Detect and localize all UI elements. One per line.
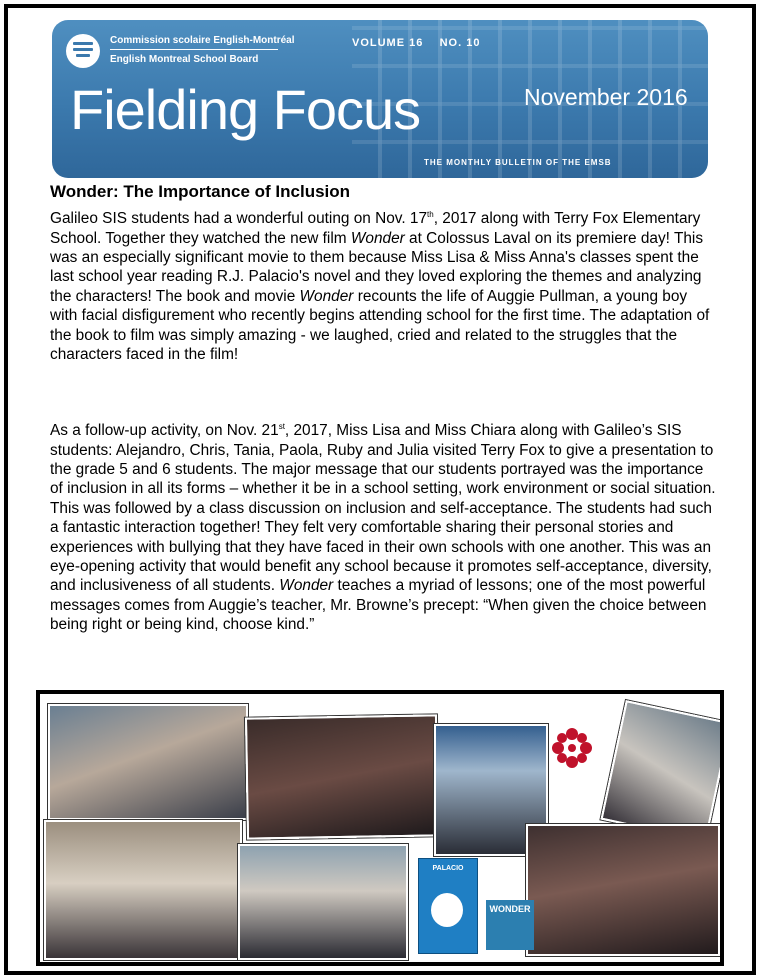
newsletter-banner [52,20,708,178]
volume-label: VOLUME 16 [352,37,424,49]
photo-group-adults [48,704,248,820]
photo-collage [36,690,724,966]
issue-info [352,37,480,49]
article-headline: Wonder: The Importance of Inclusion [50,182,351,201]
book-face-icon [431,893,463,927]
p1-em-wonder-2: Wonder [299,287,354,305]
article-paragraph-2 [50,417,718,635]
wonder-book-cover [418,858,478,954]
banner-tagline: THE MONTHLY BULLETIN OF THE EMSB [424,158,612,167]
p2-sup: st [278,422,285,431]
wonder-movie-poster [486,900,534,950]
book-cover-title: PALACIO [432,865,464,872]
newsletter-page [4,4,756,975]
org-name-english: English Montreal School Board [110,54,259,65]
issue-date: November 2016 [524,84,688,110]
p2-text-a: As a follow-up activity, on Nov. 21 [50,422,279,440]
red-flower-icon [552,728,592,768]
p1-sup: th [427,210,434,219]
photo-class-discussion [600,700,724,842]
p2-text-c: teaches a myriad of lessons; one of the most powerful messages comes from Auggie’s teacher, Mr. Browne’s precept: “When given the choice between being right or being kind, choose kind.” [50,577,707,634]
photo-group-students [44,820,242,960]
emsb-logo-icon [66,34,100,68]
poster-title: WONDER [489,904,531,914]
photo-classroom-group [238,844,408,960]
newsletter-title: Fielding Focus [70,78,421,141]
p1-text-b: , 2017 along with Terry Fox Elementary School. Together they watched the new film [50,210,701,247]
number-label: NO. 10 [439,37,481,49]
p1-text-c: at Colossus Laval on its premiere day! This was an especially significant movie to them because Miss Lisa & Miss Anna's classes spent the last school year reading R.J. Palacio's novel and they loved exploring the themes and analyzing the characters! The book and movie [50,229,704,305]
p1-text-d: recounts the life of Auggie Pullman, a young boy with facial disfigurement who recently begins attending school for the first time. The adaptation of the book to film was simply amazing - we laughed, cried and related to the struggles that the characters faced in the film! [50,287,710,363]
p2-text-b: , 2017, Miss Lisa and Miss Chiara along with Galileo’s SIS students: Alejandro, Chris, Tania, Paola, Ruby and Julia visited Terry Fox to give a presentation to the grade 5 and 6 students. The major message that our students portrayed was the importance of inclusion in all its forms – whether it be in a school setting, work environment or social situation. This was followed by a class discussion on inclusion and self-acceptance. The students had such a fantastic interaction together! They felt very comfortable sharing their personal stories and experiences with bullying that they have faced in their own schools with one another. This was an eye-opening activity that would benefit any school because it promotes self-acceptance, diversity, and inclusiveness of all students. [50,422,716,595]
org-divider [110,49,278,50]
p1-text-a: Galileo SIS students had a wonderful outing on Nov. 17 [50,210,428,228]
p2-em-wonder: Wonder [279,577,334,595]
article-paragraph-1 [50,205,718,364]
photo-theatre-audience [245,714,439,839]
org-name-french: Commission scolaire English-Montréal [110,35,295,46]
photo-cinema-seats [526,824,720,956]
p1-em-wonder-1: Wonder [350,229,405,247]
